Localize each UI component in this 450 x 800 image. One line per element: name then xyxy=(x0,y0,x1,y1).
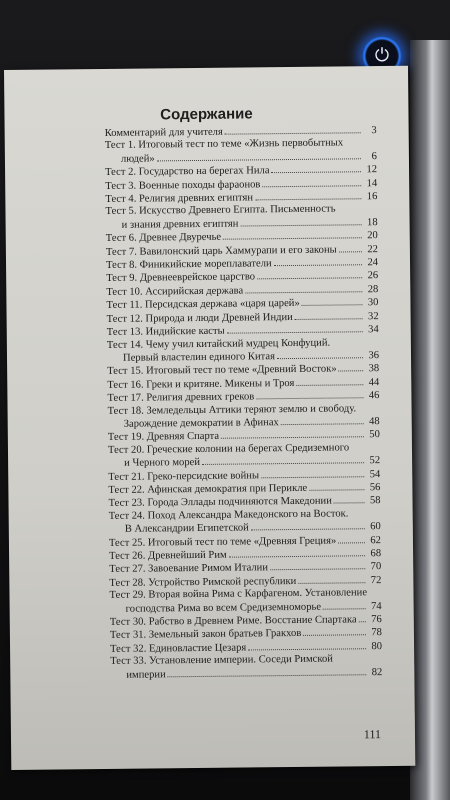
toc-entry-title: Тест 13. Индийские касты xyxy=(106,325,225,339)
toc-entry-page: 68 xyxy=(370,548,382,560)
toc-leader-dots xyxy=(296,376,363,386)
toc-entry-title: Тест 8. Финикийские мореплаватели xyxy=(105,258,272,272)
toc-entry-page: 58 xyxy=(369,495,381,507)
toc-leader-dots xyxy=(281,415,364,425)
toc-entry-page: 34 xyxy=(368,324,379,336)
toc-leader-dots xyxy=(359,613,366,622)
toc-entry-title: Тест 33. Установление империи. Соседи Римской xyxy=(110,653,333,668)
toc-entry xyxy=(110,666,382,682)
toc-entry-page: 46 xyxy=(368,390,380,402)
page-title: Содержание xyxy=(160,105,253,124)
toc-leader-dots xyxy=(271,163,361,173)
toc-leader-dots xyxy=(274,256,363,266)
toc-entry-title: Тест 4. Религия древних египтян xyxy=(105,192,254,205)
toc-entry-title: Тест 6. Древнее Двуречье xyxy=(105,231,222,245)
toc-leader-dots xyxy=(225,124,361,134)
toc-entry-title: Тест 19. Древняя Спарта xyxy=(107,431,220,444)
toc-entry-page: 38 xyxy=(368,363,380,375)
toc-entry-title: Тест 23. Города Эллады подчиняются Македонии xyxy=(108,495,332,510)
toc-entry-page: 6 xyxy=(371,150,377,162)
toc-leader-dots xyxy=(251,520,365,530)
toc-entry-page: 20 xyxy=(367,230,378,242)
toc-leader-dots xyxy=(298,574,365,584)
toc-leader-dots xyxy=(257,270,362,280)
toc-entry-page: 56 xyxy=(369,482,381,494)
toc-entry-page: 76 xyxy=(371,614,382,626)
toc-leader-dots xyxy=(255,190,361,200)
toc-entry-title: Тест 5. Искусство Древнего Египта. Письменность xyxy=(105,203,336,218)
toc-leader-dots xyxy=(302,297,363,307)
toc-entry-title: В Александрии Египетской xyxy=(124,522,249,535)
toc-entry-title: Первый властелин единого Китая xyxy=(122,351,276,364)
toc-entry-title: господства Рима во всем Средиземноморье xyxy=(125,601,322,615)
toc-entry-page: 60 xyxy=(370,521,381,533)
toc-entry-title: Тест 7. Вавилонский царь Хаммурапи и его законы xyxy=(105,244,337,258)
toc-entry-page: 12 xyxy=(366,164,378,176)
toc-entry-page: 78 xyxy=(371,627,382,639)
toc-leader-dots xyxy=(303,627,366,637)
toc-entry-title: Тест 28. Устройство Римской республики xyxy=(109,575,297,589)
toc-leader-dots xyxy=(323,600,366,609)
toc-leader-dots xyxy=(245,283,362,293)
toc-entry-title: Тест 11. Персидская держава «царя царей» xyxy=(106,298,300,312)
toc-entry-title: Тест 12. Природа и люди Древней Индии xyxy=(106,311,293,325)
toc-entry-page: 74 xyxy=(370,600,382,612)
toc-entry-title: Тест 10. Ассирийская держава xyxy=(106,285,244,298)
toc-entry-page: 36 xyxy=(368,349,380,362)
toc-entry-page: 30 xyxy=(367,297,379,309)
toc-entry-title: Тест 1. Итоговый тест по теме «Жизнь первобытных xyxy=(104,137,344,152)
toc-entry-title: Тест 20. Греческие колонии на берегах Средиземного xyxy=(107,442,350,456)
toc-entry-title: Тест 18. Земледельцы Аттики теряют землю и свободу. xyxy=(107,402,357,417)
toc-entry-title: Тест 30. Рабство в Древнем Риме. Восстание Спартака xyxy=(109,614,357,628)
toc-entry-title: Тест 25. Итоговый тест по теме «Древняя Греция» xyxy=(108,535,337,549)
toc-entry-title: Тест 31. Земельный закон братьев Гракхов xyxy=(109,628,302,642)
toc-entry-page: 82 xyxy=(371,666,383,678)
toc-entry-page: 70 xyxy=(370,561,382,573)
toc-entry-page: 54 xyxy=(369,468,381,480)
toc-entry-page: 3 xyxy=(371,125,377,137)
toc-entry-title: Тест 27. Завоевание Римом Италии xyxy=(109,562,269,576)
toc-entry-page: 26 xyxy=(367,270,379,282)
toc-leader-dots xyxy=(202,454,364,465)
toc-entry-page: 24 xyxy=(367,257,379,269)
toc-leader-dots xyxy=(338,534,365,543)
laptop-edge xyxy=(410,40,450,800)
toc-entry-page: 18 xyxy=(366,216,378,229)
toc-entry-title: Тест 9. Древнееврейское царство xyxy=(106,271,256,285)
toc-entry-page: 48 xyxy=(369,416,380,428)
toc-entry-page: 44 xyxy=(368,376,380,388)
table-of-contents xyxy=(105,124,383,682)
toc-entry-title: Тест 14. Чему учил китайский мудрец Конфуций. xyxy=(106,337,331,351)
toc-entry-title: Зарождение демократии в Афинах xyxy=(123,417,279,430)
toc-entry-title: и знания древних египтян xyxy=(121,218,239,231)
toc-entry-title: людей» xyxy=(120,153,155,165)
toc-entry-page: 32 xyxy=(367,310,379,322)
toc-leader-dots xyxy=(157,150,361,161)
toc-entry-title: Тест 26. Древнейший Рим xyxy=(109,549,227,562)
toc-leader-dots xyxy=(309,481,364,491)
toc-entry-page: 62 xyxy=(370,534,382,546)
toc-leader-dots xyxy=(223,230,362,240)
toc-entry-title: Тест 32. Единовластие Цезаря xyxy=(110,642,247,655)
power-icon: ⏻ xyxy=(374,45,390,66)
toc-entry-title: Тест 21. Греко-персидские войны xyxy=(108,469,260,483)
toc-leader-dots xyxy=(339,363,364,372)
toc-entry-page: 22 xyxy=(367,243,378,255)
toc-leader-dots xyxy=(168,666,367,677)
toc-leader-dots xyxy=(262,177,361,187)
toc-leader-dots xyxy=(248,640,366,650)
toc-entry-title: Тест 17. Религия древних греков xyxy=(107,391,255,405)
toc-entry-title: Тест 24. Поход Александра Македонского на Восток. xyxy=(108,508,349,522)
page-number: 111 xyxy=(363,727,382,742)
toc-entry-title: империи xyxy=(126,668,166,681)
toc-entry-page: 14 xyxy=(366,177,378,189)
toc-entry-title: Тест 16. Греки и критяне. Микены и Троя xyxy=(107,377,295,391)
toc-entry-title: Тест 15. Итоговый тест по теме «Древний Восток» xyxy=(107,363,337,378)
toc-leader-dots xyxy=(240,216,361,226)
toc-entry-title: и Черного морей xyxy=(124,457,201,469)
toc-entry-title: Комментарий для учителя xyxy=(104,126,223,139)
toc-entry-page: 80 xyxy=(371,640,383,653)
book-page xyxy=(4,66,415,770)
toc-leader-dots xyxy=(295,310,363,320)
toc-leader-dots xyxy=(270,561,365,571)
toc-entry-title: Тест 2. Государство на берегах Нила xyxy=(105,165,270,179)
toc-leader-dots xyxy=(229,547,365,557)
toc-leader-dots xyxy=(227,323,363,333)
toc-entry-page: 50 xyxy=(369,429,380,441)
toc-entry-page: 28 xyxy=(367,283,379,296)
toc-leader-dots xyxy=(261,468,364,478)
toc-entry-page: 52 xyxy=(369,455,381,467)
toc-leader-dots xyxy=(277,349,363,359)
toc-leader-dots xyxy=(334,495,365,504)
toc-leader-dots xyxy=(256,389,363,399)
toc-entry-title: Тест 29. Вторая война Рима с Карфагеном. Установление xyxy=(109,587,368,602)
toc-leader-dots xyxy=(339,243,362,252)
toc-entry-title: Тест 22. Афинская демократия при Перикле xyxy=(108,482,308,496)
toc-leader-dots xyxy=(221,429,364,439)
toc-entry-title: Тест 3. Военные походы фараонов xyxy=(105,178,261,192)
toc-entry-page: 16 xyxy=(366,191,378,203)
toc-entry-page: 72 xyxy=(370,574,382,586)
